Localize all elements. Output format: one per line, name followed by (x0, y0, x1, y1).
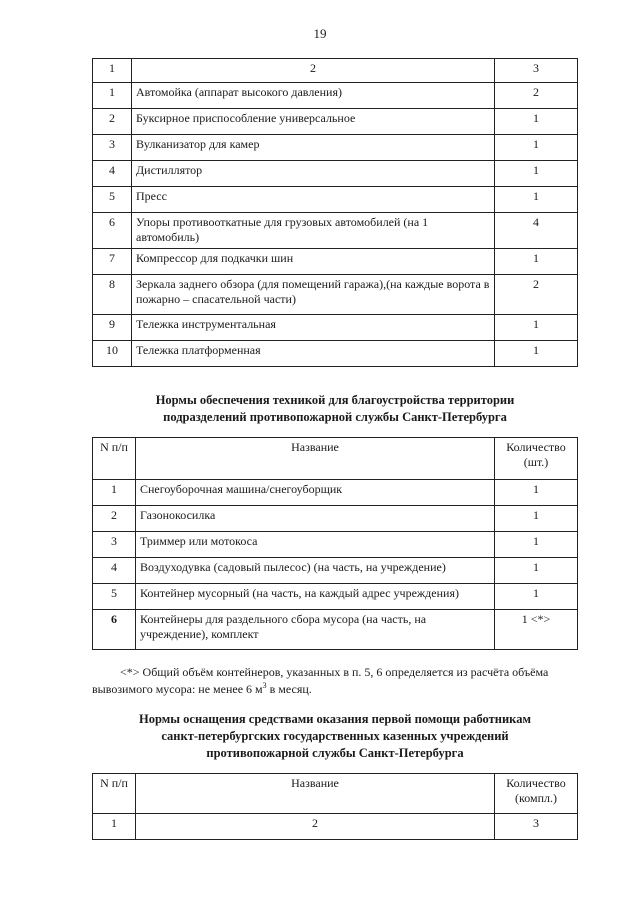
table-row (93, 187, 578, 213)
row-number: 9 (93, 315, 132, 341)
row-qty: 1 (495, 584, 578, 610)
row-name: Вулканизатор для камер (132, 135, 495, 161)
row-name: Автомойка (аппарат высокого давления) (132, 83, 495, 109)
row-qty: 2 (495, 275, 578, 315)
row-qty: 1 (495, 315, 578, 341)
row-name: Триммер или мотокоса (136, 532, 495, 558)
row-qty: 1 (495, 506, 578, 532)
row-qty: 1 <*> (495, 610, 578, 650)
row-number: 3 (93, 135, 132, 161)
title-line: санкт-петербургских государственных казенных учреждений (161, 729, 509, 743)
equipment-table (92, 58, 578, 367)
row-number: 5 (93, 584, 136, 610)
table-row (93, 83, 578, 109)
header-qty: Количество (компл.) (495, 774, 578, 814)
row-qty: 1 (495, 249, 578, 275)
title-line: подразделений противопожарной службы Санкт-Петербурга (163, 410, 507, 424)
table-header-row (93, 774, 578, 814)
footnote-text: в месяц. (266, 682, 312, 696)
row-name: Контейнеры для раздельного сбора мусора (на часть, на учреждение), комплект (136, 610, 495, 650)
table-row (93, 249, 578, 275)
row-number: 1 (93, 480, 136, 506)
row-name: Тележка платформенная (132, 341, 495, 367)
row-number: 5 (93, 187, 132, 213)
first-aid-table (92, 773, 578, 840)
row-qty: 1 (495, 109, 578, 135)
header-name: Название (136, 438, 495, 480)
row-number: 10 (93, 341, 132, 367)
footnote-superscript: 3 (262, 681, 267, 690)
header-number: N п/п (93, 438, 136, 480)
row-name: Снегоуборочная машина/снегоуборщик (136, 480, 495, 506)
row-qty: 1 (495, 532, 578, 558)
header-qty: Количество (шт.) (495, 438, 578, 480)
row-number: 4 (93, 558, 136, 584)
row-name: 2 (136, 814, 495, 840)
row-name: Тележка инструментальная (132, 315, 495, 341)
title-line: Нормы обеспечения техникой для благоустройства территории (155, 393, 515, 407)
row-qty: 1 (495, 480, 578, 506)
row-name: Упоры противооткатные для грузовых автомобилей (на 1 автомобиль) (132, 213, 495, 249)
row-qty: 1 (495, 161, 578, 187)
table-row (93, 213, 578, 249)
footnote-line: <*> Общий объём контейнеров, указанных в п. 5, 6 определяется из расчёта объёма (120, 665, 549, 679)
table-row (93, 814, 578, 840)
header-number: N п/п (93, 774, 136, 814)
row-name: Воздуходувка (садовый пылесос) (на часть, на учреждение) (136, 558, 495, 584)
header-cell: 2 (132, 59, 495, 83)
row-number: 6 (93, 610, 136, 650)
row-qty: 1 (495, 187, 578, 213)
row-number: 1 (93, 814, 136, 840)
row-name: Зеркала заднего обзора (для помещений гаража),(на каждые ворота в пожарно – спасательной части) (132, 275, 495, 315)
row-number: 3 (93, 532, 136, 558)
table-row (93, 584, 578, 610)
row-number: 6 (93, 213, 132, 249)
title-line: Нормы оснащения средствами оказания первой помощи работникам (139, 712, 531, 726)
row-qty: 2 (495, 83, 578, 109)
table-row (93, 275, 578, 315)
row-name: Пресс (132, 187, 495, 213)
table-row (93, 558, 578, 584)
footnote-line (92, 682, 312, 696)
row-number: 1 (93, 83, 132, 109)
row-qty: 1 (495, 135, 578, 161)
row-name: Дистиллятор (132, 161, 495, 187)
row-qty: 4 (495, 213, 578, 249)
table-row (93, 315, 578, 341)
header-cell: 3 (495, 59, 578, 83)
landscaping-table (92, 437, 578, 650)
row-number: 4 (93, 161, 132, 187)
row-number: 8 (93, 275, 132, 315)
title-line: противопожарной службы Санкт-Петербурга (206, 746, 464, 760)
row-name: Буксирное приспособление универсальное (132, 109, 495, 135)
table-header-row (93, 438, 578, 480)
row-name: Контейнер мусорный (на часть, на каждый адрес учреждения) (136, 584, 495, 610)
table-row (93, 506, 578, 532)
section-title (92, 711, 578, 762)
table-row (93, 532, 578, 558)
row-number: 2 (93, 506, 136, 532)
table-row (93, 480, 578, 506)
row-name: Газонокосилка (136, 506, 495, 532)
footnote (92, 664, 592, 698)
row-qty: 3 (495, 814, 578, 840)
table-row (93, 109, 578, 135)
table-row (93, 341, 578, 367)
row-name: Компрессор для подкачки шин (132, 249, 495, 275)
row-number: 2 (93, 109, 132, 135)
table-row (93, 135, 578, 161)
header-name: Название (136, 774, 495, 814)
row-number: 7 (93, 249, 132, 275)
footnote-text: вывозимого мусора: не менее 6 м (92, 682, 263, 696)
header-cell: 1 (93, 59, 132, 83)
table-header-row (93, 59, 578, 83)
row-qty: 1 (495, 341, 578, 367)
row-qty: 1 (495, 558, 578, 584)
table-row (93, 610, 578, 650)
page-number: 19 (313, 26, 327, 41)
table-row (93, 161, 578, 187)
section-title (92, 392, 578, 426)
